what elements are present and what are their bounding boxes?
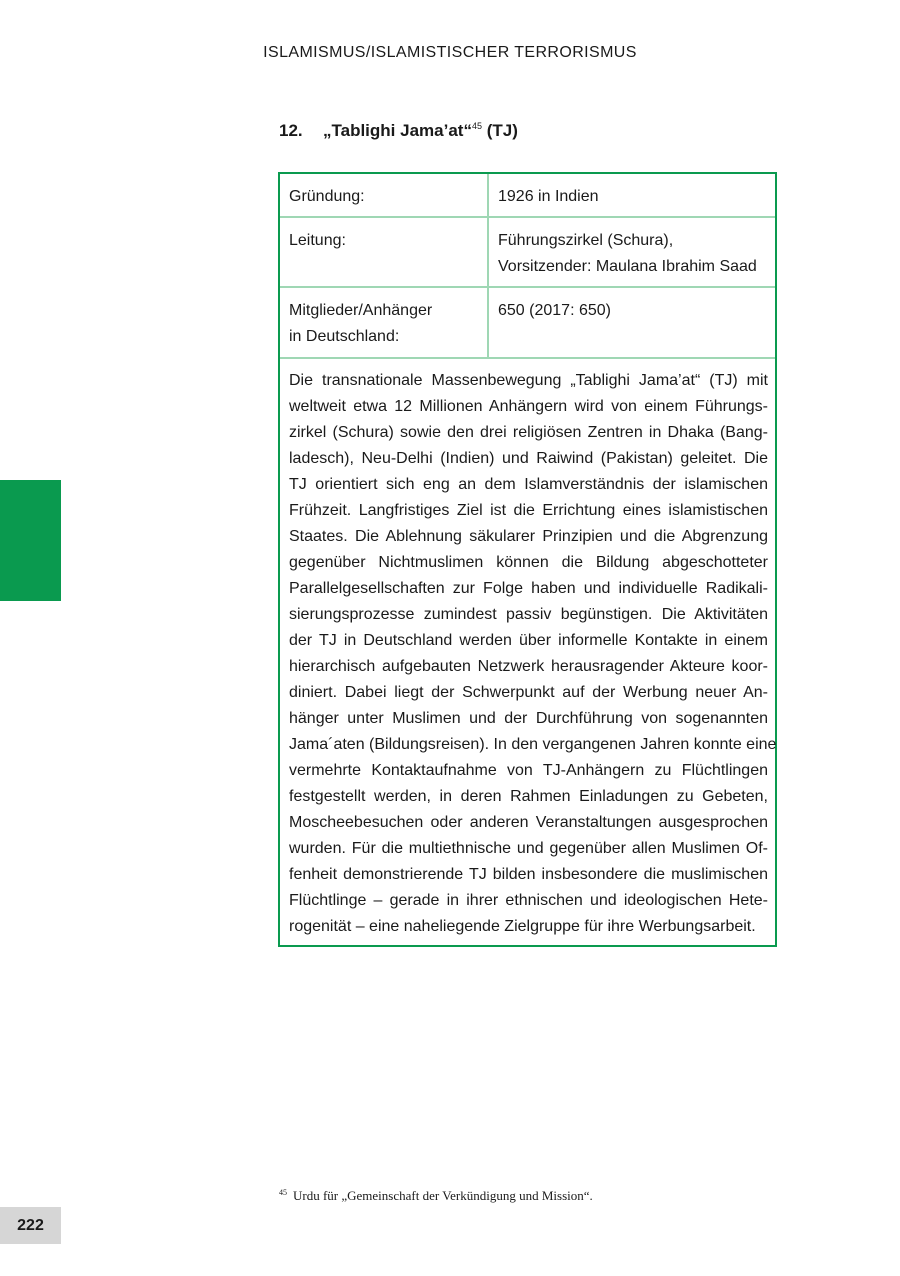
table-row bbox=[280, 218, 775, 288]
section-title bbox=[279, 121, 518, 141]
table-value-cell bbox=[489, 288, 775, 357]
description-line: hänger unter Muslimen und der Durchführung von sogenannten bbox=[289, 710, 768, 727]
table-label-cell bbox=[280, 218, 489, 286]
section-title-suffix: (TJ) bbox=[481, 121, 518, 140]
footnote-reference[interactable]: 45 bbox=[471, 121, 482, 131]
table-row bbox=[280, 174, 775, 218]
footnote-number: 45 bbox=[279, 1188, 287, 1197]
section-number: 12. bbox=[279, 121, 303, 140]
description-line: gegenüber Nichtmuslimen können die Bildung abgeschotteter bbox=[289, 554, 768, 571]
description-line: TJ orientiert sich eng an dem Islamverständnis der islamischen bbox=[289, 476, 768, 493]
table-label: Mitglieder/Anhänger bbox=[289, 302, 433, 319]
table-label: in Deutschland: bbox=[289, 328, 400, 345]
table-label: Gründung: bbox=[289, 188, 365, 205]
description-line: Parallelgesellschaften zur Folge haben und individuelle Radikali- bbox=[289, 580, 768, 597]
description-line: rogenität – eine naheliegende Zielgruppe für ihre Werbungsarbeit. bbox=[289, 918, 756, 935]
description-line: vermehrte Kontaktaufnahme von TJ-Anhängern zu Flüchtlingen bbox=[289, 762, 768, 779]
running-header bbox=[0, 44, 900, 62]
description-line: festgestellt werden, in deren Rahmen Einladungen zu Gebeten, bbox=[289, 788, 768, 805]
description-line: diniert. Dabei liegt der Schwerpunkt auf der Werbung neuer An- bbox=[289, 684, 768, 701]
description-line: Die transnationale Massenbewegung „Tablighi Jama’at“ (TJ) mit bbox=[289, 372, 768, 389]
description-line: hierarchisch aufgebauten Netzwerk herausragender Akteure koor- bbox=[289, 658, 768, 675]
footnote bbox=[279, 1188, 593, 1204]
table-row bbox=[280, 288, 775, 359]
description-line: sierungsprozesse zumindest passiv begünstigen. Die Aktivitäten bbox=[289, 606, 768, 623]
table-value: 1926 in Indien bbox=[498, 188, 599, 205]
description-line: Frühzeit. Langfristiges Ziel ist die Errichtung eines islamistischen bbox=[289, 502, 768, 519]
description-line: Staates. Die Ablehnung säkularer Prinzipien und die Abgrenzung bbox=[289, 528, 768, 545]
table-value-cell bbox=[489, 218, 775, 286]
description-line: Flüchtlinge – gerade in ihrer ethnischen und ideologischen Hete- bbox=[289, 892, 768, 909]
description-line: fenheit demonstrierende TJ bilden insbesondere die muslimischen bbox=[289, 866, 768, 883]
description-paragraph bbox=[289, 368, 777, 940]
table-label-cell bbox=[280, 288, 489, 357]
table-value: 650 (2017: 650) bbox=[498, 302, 611, 319]
description-line: der TJ in Deutschland werden über informelle Kontakte in einem bbox=[289, 632, 768, 649]
page-number: 222 bbox=[0, 1207, 61, 1244]
table-label-cell bbox=[280, 174, 489, 216]
description-line: weltweit etwa 12 Millionen Anhängern wird von einem Führungs- bbox=[289, 398, 768, 415]
description-line: zirkel (Schura) sowie den drei religiösen Zentren in Dhaka (Bang- bbox=[289, 424, 768, 441]
running-header-text: ISLAMISMUS/ISLAMISTISCHER TERRORISMUS bbox=[263, 44, 637, 61]
description-line: Moscheebesuchen oder anderen Veranstaltungen ausgesprochen bbox=[289, 814, 768, 831]
section-title-text: „Tablighi Jama’at“ bbox=[323, 121, 472, 140]
description-line: Jama´aten (Bildungsreisen). In den vergangenen Jahren konnte eine bbox=[289, 736, 777, 753]
description-line: wurden. Für die multiethnische und gegenüber allen Muslimen Of- bbox=[289, 840, 768, 857]
chapter-side-tab bbox=[0, 480, 61, 601]
info-box bbox=[278, 172, 777, 947]
description-line: ladesch), Neu-Delhi (Indien) und Raiwind (Pakistan) geleitet. Die bbox=[289, 450, 768, 467]
table-value: Vorsitzender: Maulana Ibrahim Saad bbox=[498, 258, 757, 275]
table-value: Führungszirkel (Schura), bbox=[498, 232, 674, 249]
table-value-cell bbox=[489, 174, 775, 216]
footnote-text: Urdu für „Gemeinschaft der Verkündigung und Mission“. bbox=[293, 1188, 593, 1203]
table-label: Leitung: bbox=[289, 232, 346, 249]
